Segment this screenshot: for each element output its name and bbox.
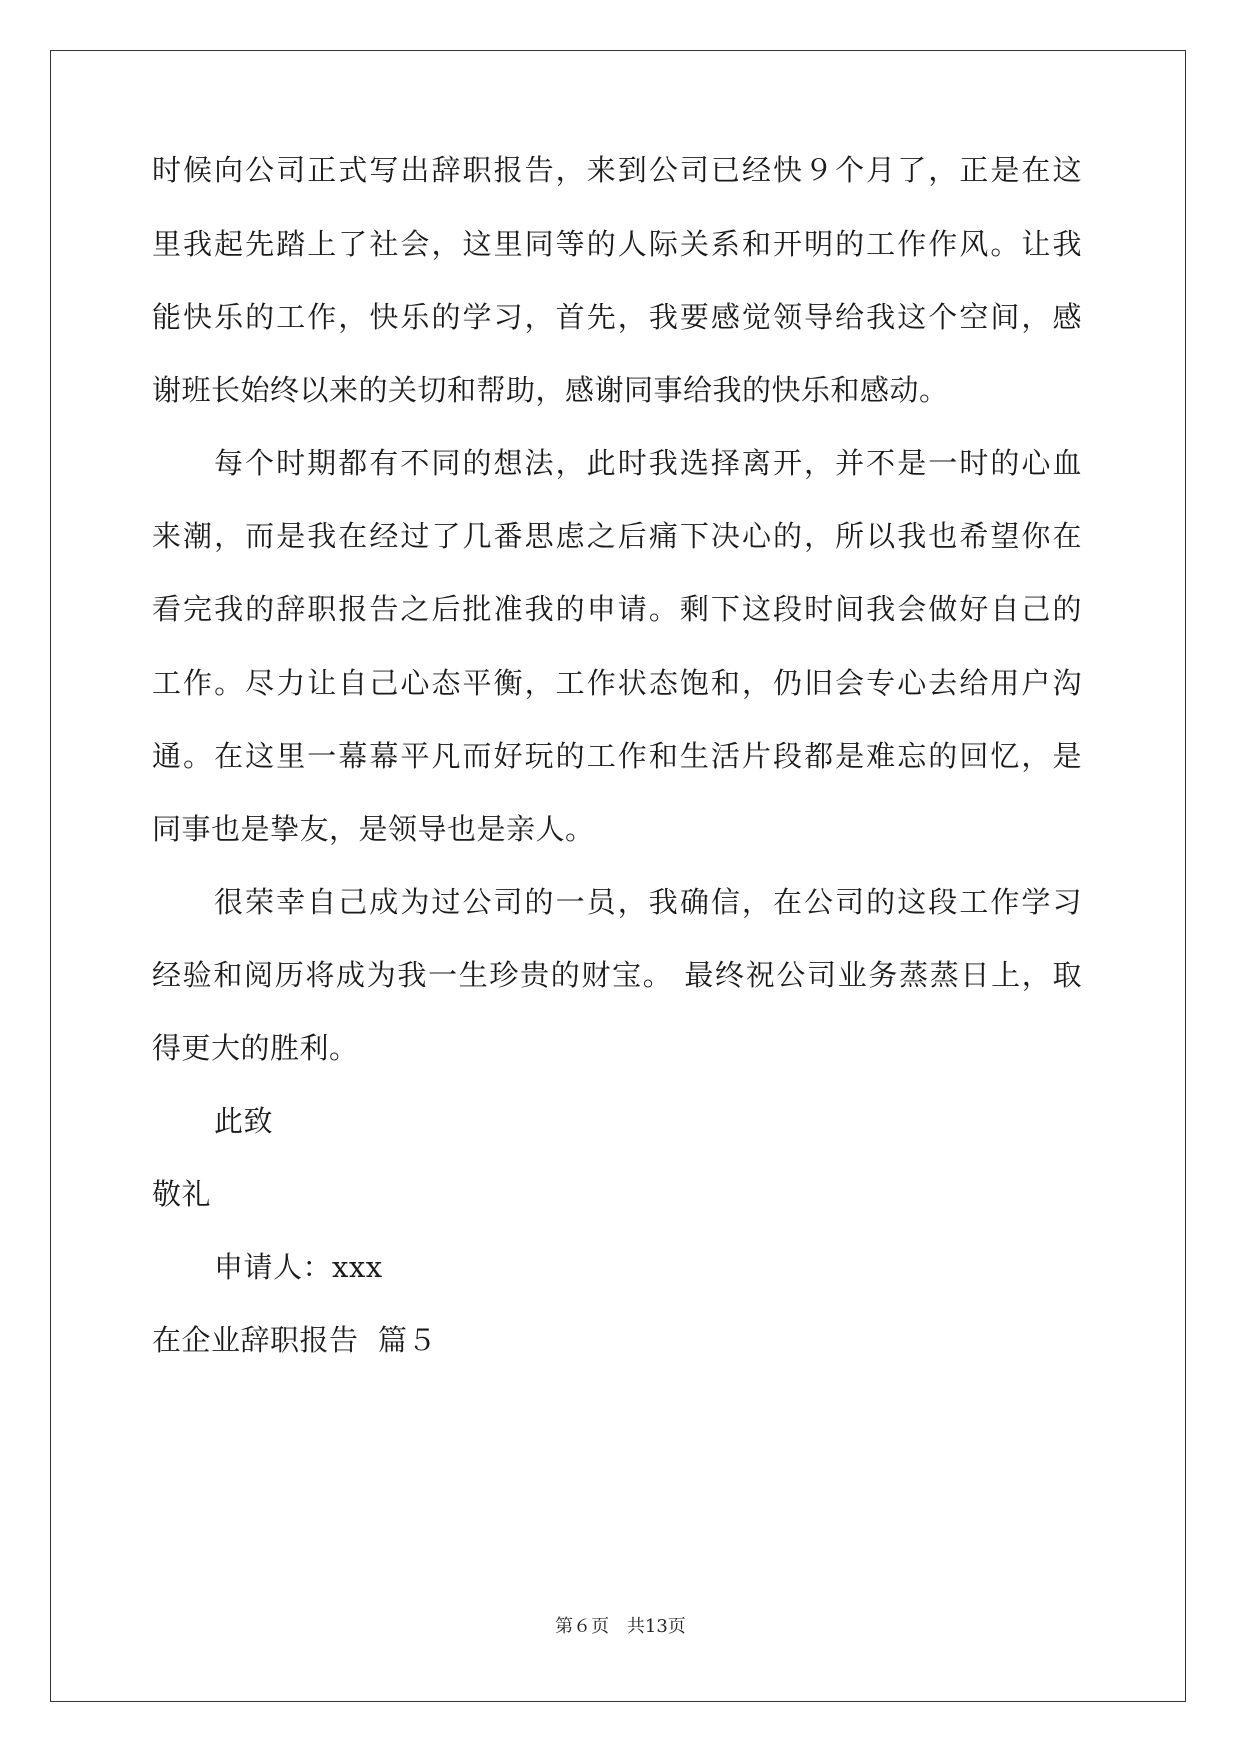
text-line: 能快乐的工作，快乐的学习，首先，我要感觉领导给我这个空间，感 (152, 300, 1082, 334)
text-line: 很荣幸自己成为过公司的一员，我确信，在公司的这段工作学习 (214, 885, 1082, 919)
text-line: 得更大的胜利。 (152, 1031, 359, 1065)
text-line: 同事也是挚友，是领导也是亲人。 (152, 812, 595, 846)
text-line: 经验和阅历将成为我一生珍贵的财宝。 最终祝公司业务蒸蒸日上，取 (152, 958, 1082, 992)
section-title: 在企业辞职报告 篇５ (152, 1323, 437, 1357)
page-total: 共13页 (626, 1616, 686, 1637)
text-line: 通。在这里一幕幕平凡而好玩的工作和生活片段都是难忘的回忆，是 (152, 739, 1082, 773)
salutation: 敬礼 (152, 1177, 212, 1211)
page-number: 第６页 (555, 1616, 610, 1637)
closing-phrase: 此致 (214, 1104, 274, 1138)
page-footer (0, 1615, 1241, 1639)
text-line: 看完我的辞职报告之后批准我的申请。剩下这段时间我会做好自己的 (152, 592, 1082, 626)
text-line: 工作。尽力让自己心态平衡，工作状态饱和，仍旧会专心去给用户沟 (152, 666, 1082, 700)
text-line: 里我起先踏上了社会，这里同等的人际关系和开明的工作作风。让我 (152, 227, 1082, 261)
applicant-signature: 申请人：xxx (214, 1250, 383, 1284)
text-line: 每个时期都有不同的想法，此时我选择离开，并不是一时的心血 (214, 446, 1082, 480)
text-line: 时候向公司正式写出辞职报告，来到公司已经快９个月了，正是在这 (152, 153, 1082, 187)
text-line: 谢班长始终以来的关切和帮助，感谢同事给我的快乐和感动。 (152, 373, 949, 407)
text-line: 来潮，而是我在经过了几番思虑之后痛下决心的，所以我也希望你在 (152, 519, 1082, 553)
